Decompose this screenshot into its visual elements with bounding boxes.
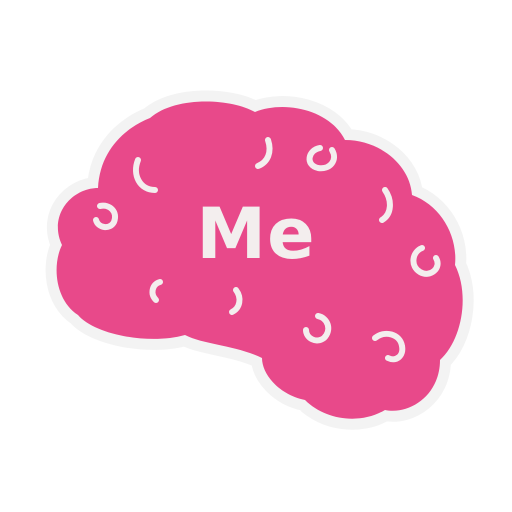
brain-label: Me — [196, 193, 316, 275]
